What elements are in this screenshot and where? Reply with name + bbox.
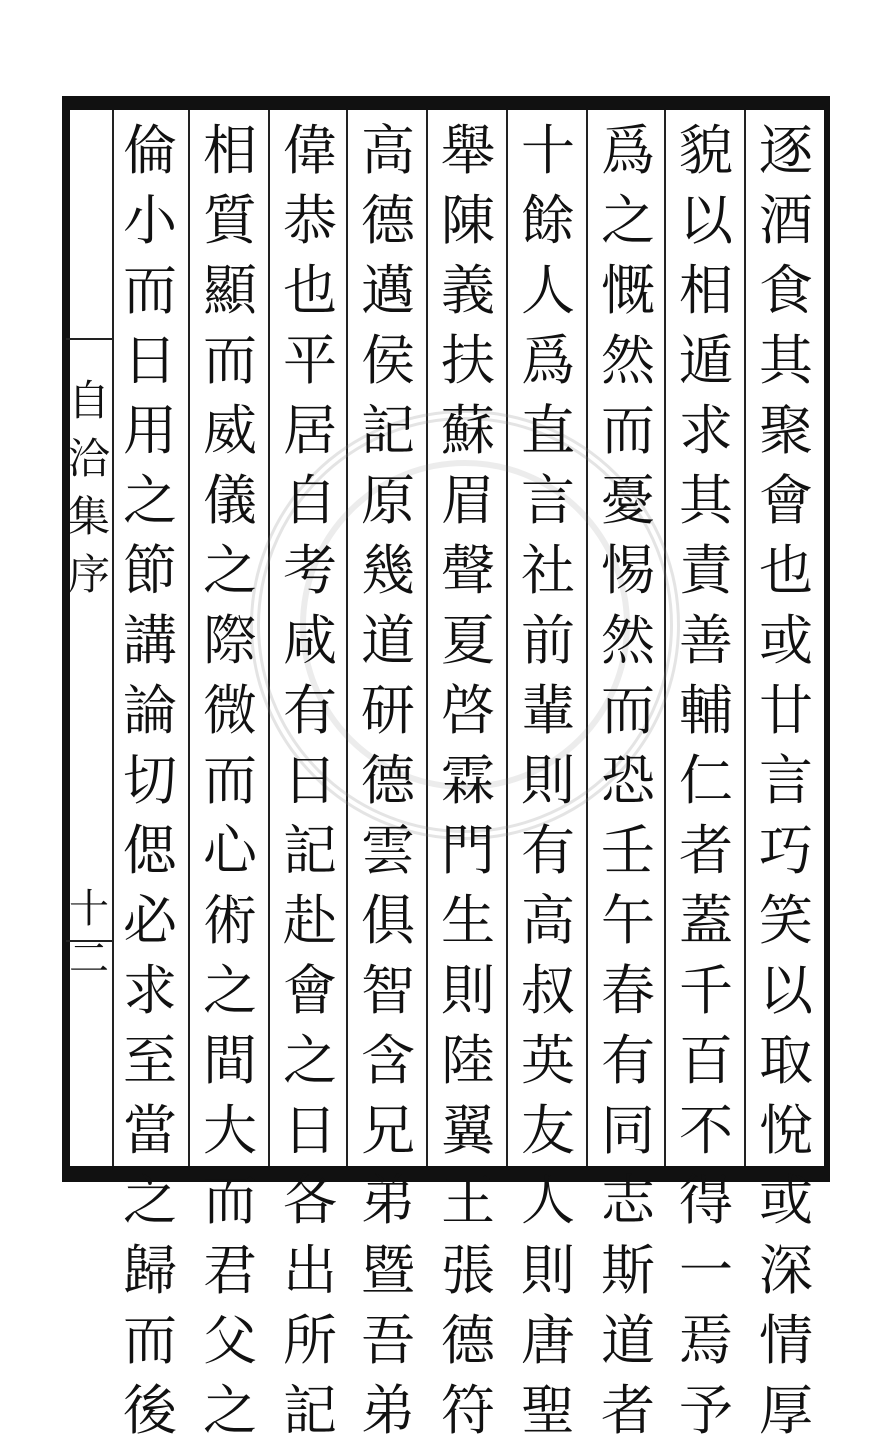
text-char: 日 — [283, 1099, 337, 1162]
text-char: 德 — [361, 749, 415, 812]
text-char: 考 — [283, 539, 337, 602]
text-char: 而 — [601, 679, 655, 742]
text-char: 翼 — [441, 1099, 495, 1162]
text-char: 弟 — [361, 1169, 415, 1232]
text-char: 不 — [679, 1099, 733, 1162]
text-char: 小 — [123, 189, 177, 252]
frame-right-border — [824, 96, 830, 1182]
text-char: 張 — [441, 1239, 495, 1302]
text-char: 咸 — [283, 609, 337, 672]
text-char: 日 — [123, 329, 177, 392]
text-char: 者 — [679, 819, 733, 882]
text-char: 食 — [759, 259, 813, 322]
text-char: 恭 — [283, 189, 337, 252]
text-char: 必 — [123, 889, 177, 952]
margin-title-char: 洽 — [67, 434, 110, 483]
text-char: 悅 — [759, 1099, 813, 1162]
text-char: 則 — [521, 749, 575, 812]
text-char: 霖 — [441, 749, 495, 812]
text-char: 扶 — [441, 329, 495, 392]
text-char: 人 — [521, 1169, 575, 1232]
text-char: 得 — [679, 1169, 733, 1232]
text-char: 含 — [361, 1029, 415, 1092]
text-char: 斯 — [601, 1239, 655, 1302]
text-char: 百 — [679, 1029, 733, 1092]
text-char: 蓋 — [679, 889, 733, 952]
text-char: 用 — [123, 399, 177, 462]
text-char: 陳 — [441, 189, 495, 252]
text-char: 所 — [283, 1309, 337, 1372]
text-char: 俱 — [361, 889, 415, 952]
text-char: 暨 — [361, 1239, 415, 1302]
text-char: 際 — [203, 609, 257, 672]
text-char: 雲 — [361, 819, 415, 882]
text-char: 平 — [283, 329, 337, 392]
text-char: 貌 — [679, 119, 733, 182]
text-char: 責 — [679, 539, 733, 602]
text-char: 聖 — [521, 1379, 575, 1442]
text-char: 然 — [601, 329, 655, 392]
text-char: 志 — [601, 1169, 655, 1232]
text-char: 餘 — [521, 189, 575, 252]
text-char: 爲 — [521, 329, 575, 392]
text-char: 之 — [283, 1029, 337, 1092]
text-char: 社 — [521, 539, 575, 602]
text-char: 高 — [521, 889, 575, 952]
text-char: 記 — [283, 819, 337, 882]
text-char: 而 — [203, 329, 257, 392]
text-char: 歸 — [123, 1239, 177, 1302]
text-char: 威 — [203, 399, 257, 462]
text-char: 爲 — [601, 119, 655, 182]
text-char: 而 — [123, 1309, 177, 1372]
text-char: 弟 — [361, 1379, 415, 1442]
text-char: 或 — [759, 1169, 813, 1232]
text-char: 巧 — [759, 819, 813, 882]
text-char: 偲 — [123, 819, 177, 882]
text-char: 術 — [203, 889, 257, 952]
text-char: 深 — [759, 1239, 813, 1302]
margin-book-title — [66, 372, 112, 604]
text-char: 十 — [521, 119, 575, 182]
text-char: 其 — [759, 329, 813, 392]
text-char: 廿 — [759, 679, 813, 742]
text-char: 微 — [203, 679, 257, 742]
text-char: 論 — [123, 679, 177, 742]
text-char: 而 — [203, 1169, 257, 1232]
text-char: 眉 — [441, 469, 495, 532]
text-char: 原 — [361, 469, 415, 532]
text-char: 遁 — [679, 329, 733, 392]
text-column — [512, 116, 584, 1442]
text-column — [670, 116, 742, 1442]
text-char: 聲 — [441, 539, 495, 602]
text-char: 蘇 — [441, 399, 495, 462]
margin-rule-upper — [66, 338, 112, 340]
text-char: 聚 — [759, 399, 813, 462]
text-char: 出 — [283, 1239, 337, 1302]
text-char: 切 — [123, 749, 177, 812]
text-char: 人 — [521, 259, 575, 322]
text-char: 午 — [601, 889, 655, 952]
text-char: 會 — [283, 959, 337, 1022]
text-char: 同 — [601, 1099, 655, 1162]
text-char: 相 — [679, 259, 733, 322]
text-char: 德 — [361, 189, 415, 252]
text-char: 叔 — [521, 959, 575, 1022]
text-char: 予 — [679, 1379, 733, 1442]
text-char: 笑 — [759, 889, 813, 952]
text-char: 高 — [361, 119, 415, 182]
text-char: 道 — [361, 609, 415, 672]
text-char: 求 — [679, 399, 733, 462]
text-char: 門 — [441, 819, 495, 882]
margin-title-char: 自 — [67, 376, 110, 425]
text-char: 之 — [601, 189, 655, 252]
text-char: 千 — [679, 959, 733, 1022]
text-char: 逐 — [759, 119, 813, 182]
text-char: 之 — [123, 1169, 177, 1232]
text-char: 父 — [203, 1309, 257, 1372]
text-char: 焉 — [679, 1309, 733, 1372]
text-char: 義 — [441, 259, 495, 322]
text-column — [592, 116, 664, 1442]
text-char: 君 — [203, 1239, 257, 1302]
text-char: 之 — [203, 1379, 257, 1442]
text-char: 大 — [203, 1099, 257, 1162]
text-char: 善 — [679, 609, 733, 672]
text-char: 仁 — [679, 749, 733, 812]
text-column — [750, 116, 822, 1442]
text-char: 質 — [203, 189, 257, 252]
text-char: 幾 — [361, 539, 415, 602]
text-char: 惕 — [601, 539, 655, 602]
frame-left-border — [62, 96, 70, 1182]
text-char: 吾 — [361, 1309, 415, 1372]
margin-title-char: 序 — [67, 550, 110, 599]
text-char: 生 — [441, 889, 495, 952]
text-char: 言 — [759, 749, 813, 812]
text-char: 會 — [759, 469, 813, 532]
text-char: 酒 — [759, 189, 813, 252]
text-char: 赴 — [283, 889, 337, 952]
text-char: 王 — [441, 1169, 495, 1232]
text-char: 舉 — [441, 119, 495, 182]
text-char: 間 — [203, 1029, 257, 1092]
text-char: 之 — [203, 539, 257, 602]
text-char: 倫 — [123, 119, 177, 182]
text-char: 研 — [361, 679, 415, 742]
text-column — [352, 116, 424, 1442]
text-char: 也 — [759, 539, 813, 602]
text-char: 憂 — [601, 469, 655, 532]
text-char: 而 — [123, 259, 177, 322]
text-char: 前 — [521, 609, 575, 672]
text-char: 言 — [521, 469, 575, 532]
text-char: 而 — [203, 749, 257, 812]
text-char: 日 — [283, 749, 337, 812]
text-char: 智 — [361, 959, 415, 1022]
text-char: 者 — [601, 1379, 655, 1442]
text-char: 記 — [361, 399, 415, 462]
text-char: 道 — [601, 1309, 655, 1372]
text-char: 侯 — [361, 329, 415, 392]
text-char: 之 — [203, 959, 257, 1022]
text-char: 兄 — [361, 1099, 415, 1162]
column-divider — [744, 110, 746, 1166]
text-char: 輩 — [521, 679, 575, 742]
text-char: 德 — [441, 1309, 495, 1372]
text-char: 友 — [521, 1099, 575, 1162]
text-char: 顯 — [203, 259, 257, 322]
text-char: 或 — [759, 609, 813, 672]
text-char: 記 — [283, 1379, 337, 1442]
text-char: 唐 — [521, 1309, 575, 1372]
text-char: 以 — [679, 189, 733, 252]
page-number: 十二 — [69, 886, 109, 982]
text-column — [114, 116, 186, 1442]
text-char: 當 — [123, 1099, 177, 1162]
text-char: 英 — [521, 1029, 575, 1092]
text-char: 取 — [759, 1029, 813, 1092]
margin-title-char: 集 — [67, 492, 110, 541]
text-char: 輔 — [679, 679, 733, 742]
text-char: 則 — [521, 1239, 575, 1302]
text-char: 也 — [283, 259, 337, 322]
text-char: 之 — [123, 469, 177, 532]
text-char: 然 — [601, 609, 655, 672]
text-char: 直 — [521, 399, 575, 462]
text-char: 偉 — [283, 119, 337, 182]
text-char: 相 — [203, 119, 257, 182]
text-char: 邁 — [361, 259, 415, 322]
text-char: 心 — [203, 819, 257, 882]
text-char: 啓 — [441, 679, 495, 742]
text-char: 春 — [601, 959, 655, 1022]
text-char: 後 — [123, 1379, 177, 1442]
text-char: 厚 — [759, 1379, 813, 1442]
text-char: 至 — [123, 1029, 177, 1092]
text-char: 夏 — [441, 609, 495, 672]
text-char: 則 — [441, 959, 495, 1022]
text-column — [194, 116, 266, 1442]
text-char: 儀 — [203, 469, 257, 532]
text-char: 恐 — [601, 749, 655, 812]
text-char: 慨 — [601, 259, 655, 322]
text-char: 自 — [283, 469, 337, 532]
text-char: 節 — [123, 539, 177, 602]
text-char: 求 — [123, 959, 177, 1022]
text-char: 講 — [123, 609, 177, 672]
text-char: 居 — [283, 399, 337, 462]
column-divider — [188, 110, 190, 1166]
text-char: 壬 — [601, 819, 655, 882]
text-char: 其 — [679, 469, 733, 532]
frame-top-border — [66, 96, 828, 110]
text-char: 有 — [601, 1029, 655, 1092]
text-column — [432, 116, 504, 1442]
text-char: 一 — [679, 1239, 733, 1302]
text-char: 而 — [601, 399, 655, 462]
text-char: 符 — [441, 1379, 495, 1442]
text-char: 各 — [283, 1169, 337, 1232]
text-char: 以 — [759, 959, 813, 1022]
text-column — [274, 116, 346, 1442]
text-char: 情 — [759, 1309, 813, 1372]
text-char: 陸 — [441, 1029, 495, 1092]
text-char: 有 — [521, 819, 575, 882]
text-char: 有 — [283, 679, 337, 742]
